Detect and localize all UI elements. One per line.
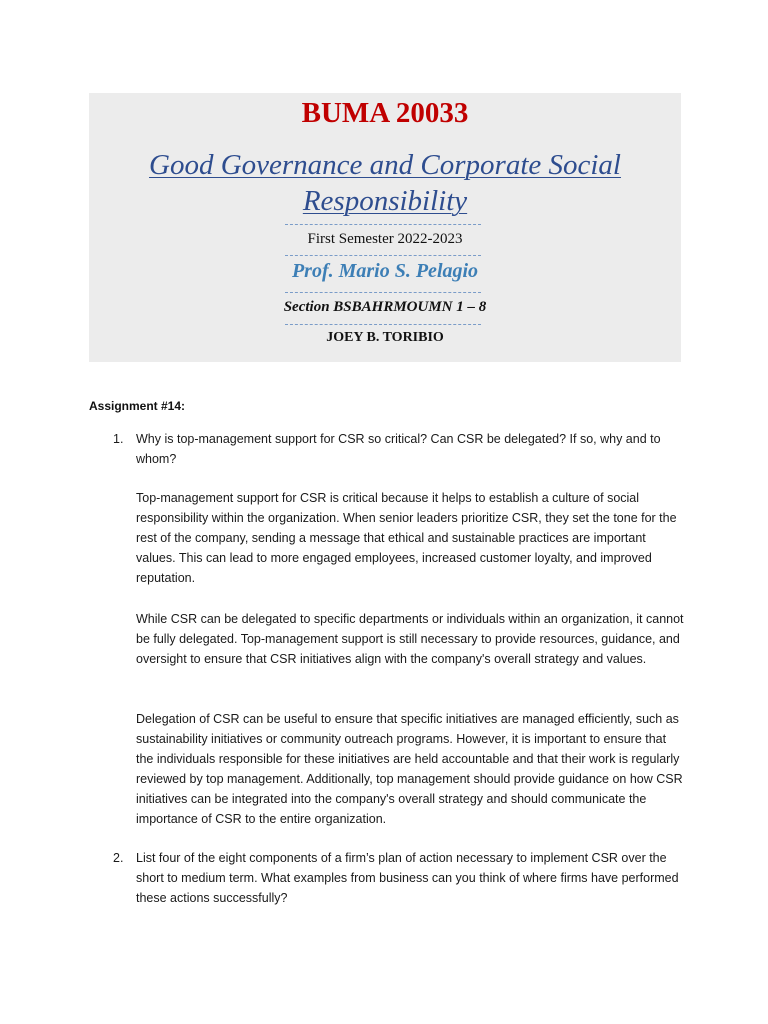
question-text: List four of the eight components of a firm’s plan of action necessary to implement CSR over the short to medium term. What examples from business can you think of where firms have performed these actions successfully? [136,851,679,905]
title-block [89,93,681,362]
student-name: JOEY B. TORIBIO [326,330,444,345]
assignment-label: Assignment #14: [89,399,186,413]
dashed-divider [285,324,481,325]
course-title: Good Governance and Corporate Social Responsibility [149,149,621,217]
section-code: Section BSBAHRMOUMN 1 – 8 [283,299,487,315]
dashed-divider [285,292,481,293]
answer-paragraph: While CSR can be delegated to specific departments or individuals within an organization, it cannot be fully delegated. Top-management support is still necessary to provide resources, guidance, and oversight to ensure that CSR initiatives align with the company's overall strategy and values. [136,612,684,666]
question-number: 2. [113,851,124,865]
semester: First Semester 2022-2023 [307,231,463,247]
course-code: BUMA 20033 [301,97,469,129]
answer-paragraph: Top-management support for CSR is critical because it helps to establish a culture of social responsibility within the organization. When senior leaders prioritize CSR, they set the tone for the rest of the company, sending a message that ethical and sustainable practices are important values. This can lead to more engaged employees, increased customer loyalty, and improved reputation. [136,491,677,585]
question-number: 1. [113,432,124,446]
dashed-divider [285,224,481,225]
dashed-divider [285,255,481,256]
professor-name: Prof. Mario S. Pelagio [291,260,479,282]
question-text: Why is top-management support for CSR so critical? Can CSR be delegated? If so, why and to whom? [136,432,661,466]
answer-paragraph: Delegation of CSR can be useful to ensure that specific initiatives are managed efficiently, such as sustainability initiatives or community outreach programs. However, it is important to ensure that the individuals responsible for these initiatives are held accountable and that their work is regularly reviewed by top management. Additionally, top management should provide guidance on how CSR initiatives can be integrated into the company's overall strategy and should communicate the importance of CSR to the entire organization. [136,712,683,826]
